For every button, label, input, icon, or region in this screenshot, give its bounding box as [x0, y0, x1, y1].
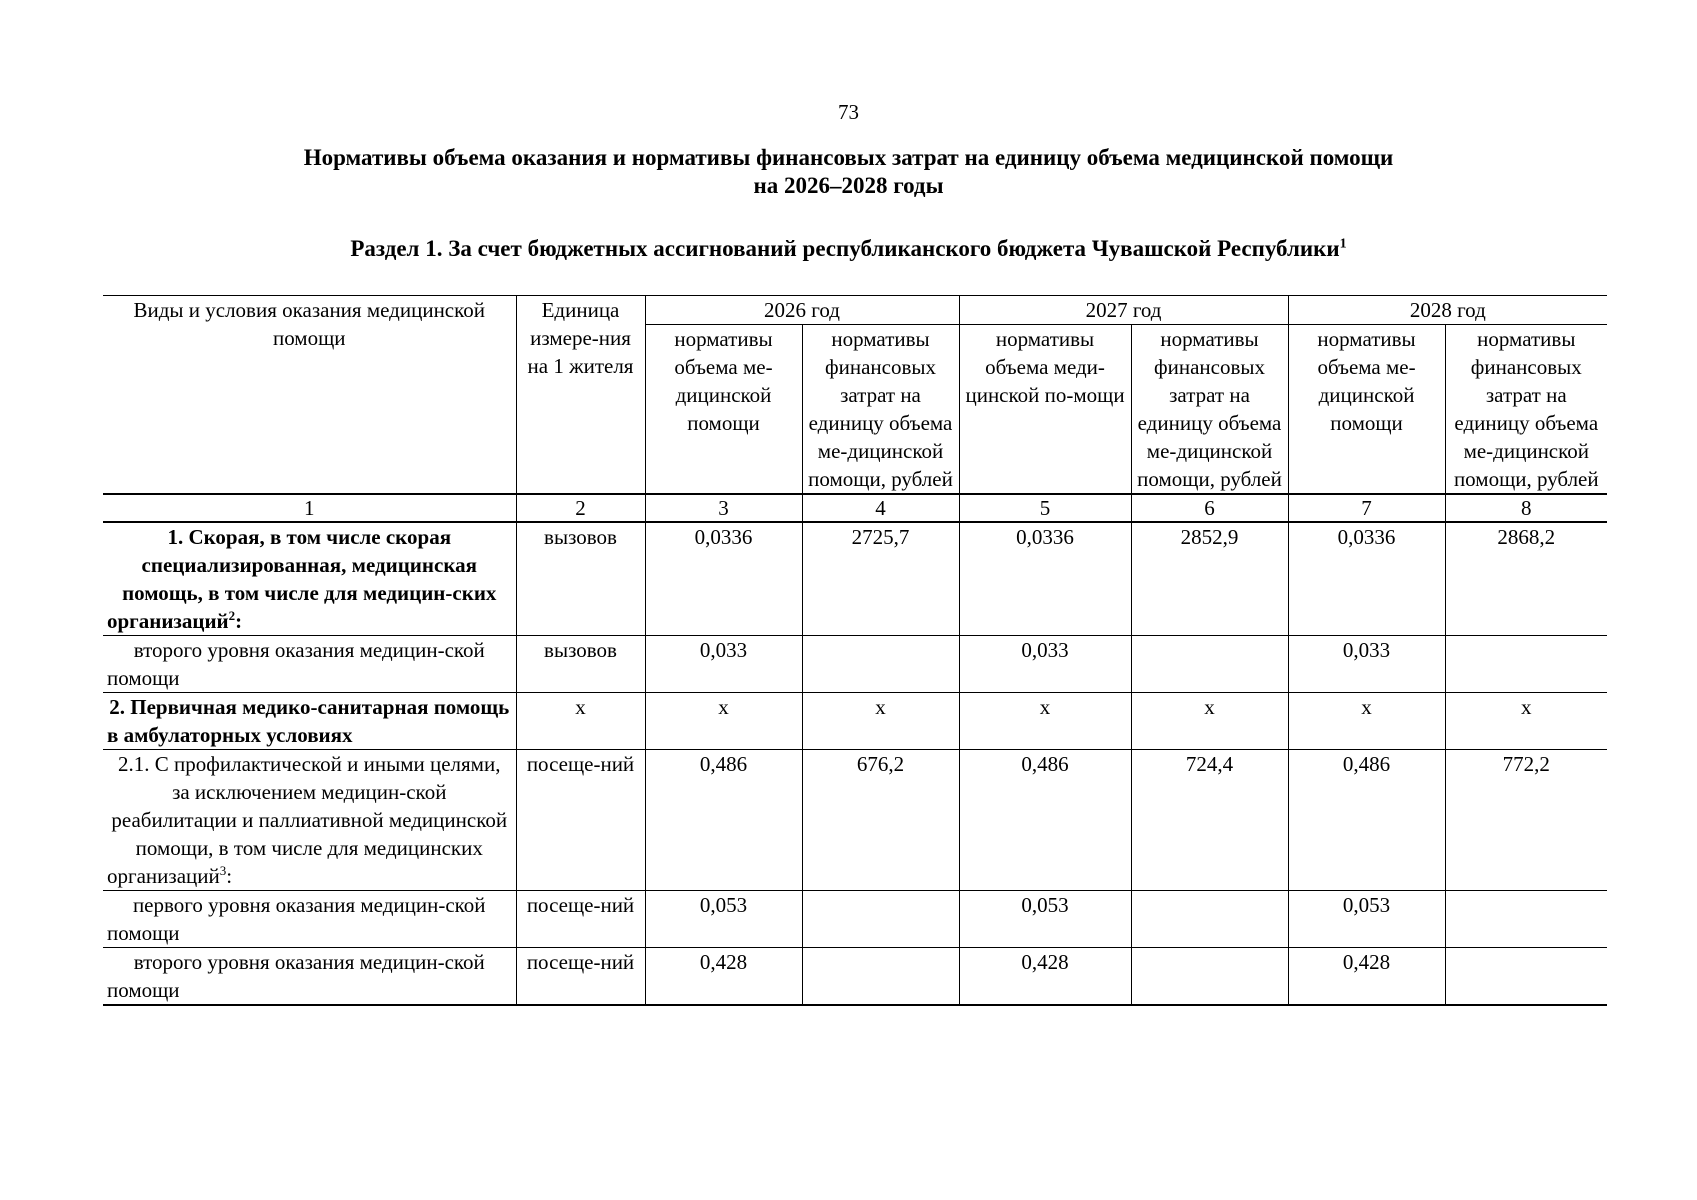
row-description	[103, 750, 516, 891]
cell-value: 2868,2	[1445, 522, 1607, 636]
cell-value: 2725,7	[802, 522, 959, 636]
cell-value: 0,033	[959, 636, 1131, 693]
cell-value	[1445, 948, 1607, 1006]
section-title	[0, 236, 1697, 262]
cell-value: 676,2	[802, 750, 959, 891]
cell-value: 0,0336	[645, 522, 802, 636]
row-unit: х	[516, 693, 645, 750]
cell-value: 0,033	[645, 636, 802, 693]
cell-value: х	[1131, 693, 1288, 750]
cell-value: 0,053	[1288, 891, 1445, 948]
cell-value: 0,428	[645, 948, 802, 1006]
row-description-suffix: :	[235, 609, 243, 633]
row-unit: посеще-ний	[516, 891, 645, 948]
column-number: 1	[103, 494, 516, 522]
table-row	[103, 693, 1607, 750]
table-row	[103, 891, 1607, 948]
cell-value	[802, 948, 959, 1006]
table-row	[103, 636, 1607, 693]
row-description-text: 2.1. С профилактической и иными целями, за исключением медицин-ской реабилитации и паллиативной медицинской помощи, в том числе для медицинских организаций	[107, 752, 508, 888]
column-number: 7	[1288, 494, 1445, 522]
row-unit: вызовов	[516, 522, 645, 636]
table-row	[103, 750, 1607, 891]
cell-value: 0,486	[1288, 750, 1445, 891]
row-description-text: 1. Скорая, в том числе скорая специализированная, медицинская помощь, в том числе для медицин-ских организаций	[107, 525, 497, 633]
cell-value: х	[1445, 693, 1607, 750]
document-title-line-1: Нормативы объема оказания и нормативы финансовых затрат на единицу объема медицинской помощи	[303, 145, 1394, 170]
cell-value	[1131, 891, 1288, 948]
cell-value: 0,486	[645, 750, 802, 891]
row-description-suffix: :	[226, 864, 233, 888]
header-unit: Единица измере-ния на 1 жителя	[516, 296, 645, 495]
column-number: 3	[645, 494, 802, 522]
column-number: 2	[516, 494, 645, 522]
header-year-2027: 2027 год	[959, 296, 1288, 325]
row-description-text: 2. Первичная медико-санитарная помощь в амбулаторных условиях	[107, 695, 510, 747]
cell-value: 0,428	[1288, 948, 1445, 1006]
section-title-footnote: 1	[1339, 236, 1347, 252]
header-year-2028: 2028 год	[1288, 296, 1607, 325]
footnote-marker: 2	[228, 608, 236, 623]
cell-value	[1131, 636, 1288, 693]
cell-value: 724,4	[1131, 750, 1288, 891]
header-volume-2026: нормативы объема ме-дицинской помощи	[645, 325, 802, 495]
row-description	[103, 636, 516, 693]
header-types: Виды и условия оказания медицинской помощи	[103, 296, 516, 495]
document-title-line-2: на 2026–2028 годы	[753, 173, 944, 198]
column-numbers-row	[103, 494, 1607, 522]
table-row	[103, 948, 1607, 1006]
cell-value	[802, 891, 959, 948]
cell-value: 0,0336	[1288, 522, 1445, 636]
row-description	[103, 522, 516, 636]
cell-value	[802, 636, 959, 693]
row-description	[103, 693, 516, 750]
row-description	[103, 891, 516, 948]
cell-value: 0,0336	[959, 522, 1131, 636]
cell-value: 0,486	[959, 750, 1131, 891]
cell-value	[1445, 636, 1607, 693]
cell-value: х	[959, 693, 1131, 750]
header-cost-2026: нормативы финансовых затрат на единицу объема ме-дицинской помощи, рублей	[802, 325, 959, 495]
row-description	[103, 948, 516, 1006]
row-description-text: второго уровня оказания медицин-ской помощи	[107, 950, 485, 1002]
column-number: 6	[1131, 494, 1288, 522]
cell-value: 0,053	[645, 891, 802, 948]
norms-table	[103, 295, 1607, 1006]
row-description-text: первого уровня оказания медицин-ской помощи	[107, 893, 486, 945]
cell-value: х	[1288, 693, 1445, 750]
header-cost-2027: нормативы финансовых затрат на единицу объема ме-дицинской помощи, рублей	[1131, 325, 1288, 495]
cell-value: 0,428	[959, 948, 1131, 1006]
header-year-2026: 2026 год	[645, 296, 959, 325]
cell-value: х	[645, 693, 802, 750]
row-unit: вызовов	[516, 636, 645, 693]
page-number: 73	[838, 100, 859, 124]
cell-value: 0,053	[959, 891, 1131, 948]
row-description-text: второго уровня оказания медицин-ской помощи	[107, 638, 485, 690]
footnote-marker: 3	[219, 863, 227, 878]
row-unit: посеще-ний	[516, 750, 645, 891]
header-cost-2028: нормативы финансовых затрат на единицу объема ме-дицинской помощи, рублей	[1445, 325, 1607, 495]
table-row	[103, 522, 1607, 636]
cell-value: 0,033	[1288, 636, 1445, 693]
column-number: 8	[1445, 494, 1607, 522]
row-unit: посеще-ний	[516, 948, 645, 1006]
cell-value	[1131, 948, 1288, 1006]
column-number: 5	[959, 494, 1131, 522]
column-number: 4	[802, 494, 959, 522]
header-volume-2027: нормативы объема меди-цинской по-мощи	[959, 325, 1131, 495]
document-title	[0, 144, 1697, 200]
cell-value: 2852,9	[1131, 522, 1288, 636]
cell-value: 772,2	[1445, 750, 1607, 891]
cell-value: х	[802, 693, 959, 750]
cell-value	[1445, 891, 1607, 948]
section-title-text: Раздел 1. За счет бюджетных ассигнований республиканского бюджета Чувашской Республики	[350, 236, 1340, 261]
header-volume-2028: нормативы объема ме-дицинской помощи	[1288, 325, 1445, 495]
